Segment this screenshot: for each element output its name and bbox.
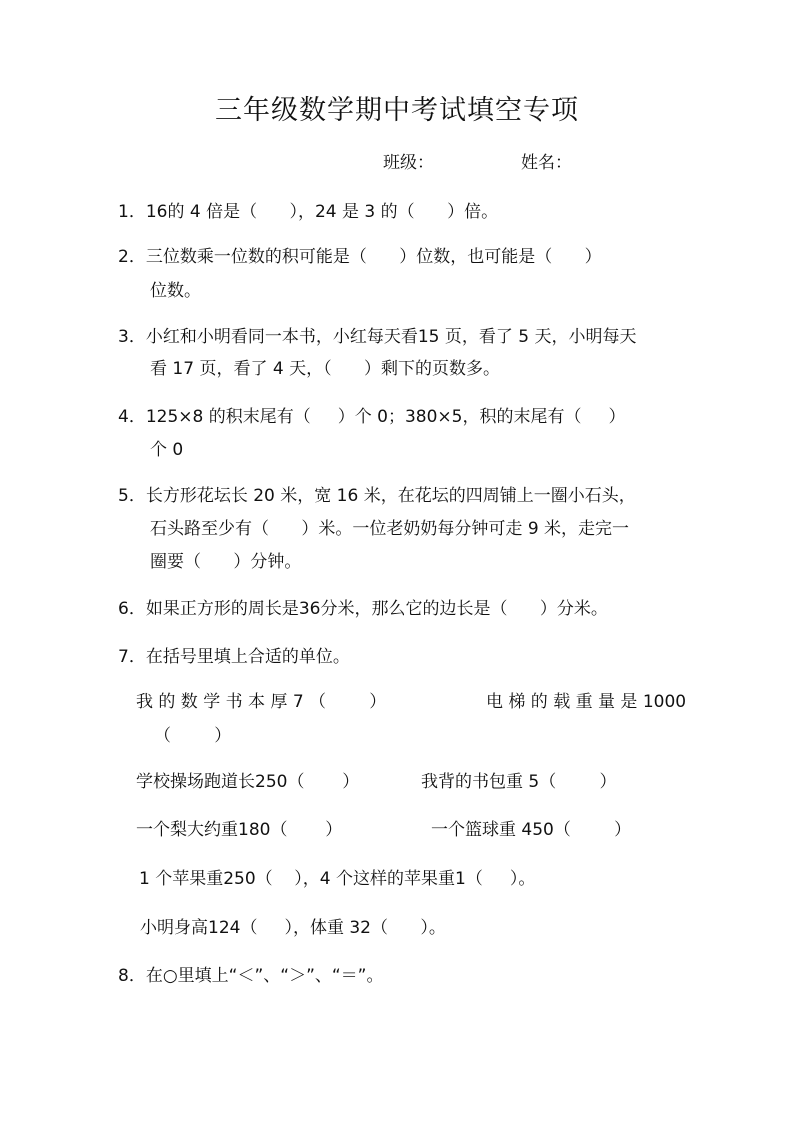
question-1: 1．16的 4 倍是（ ），24 是 3 的（ ）倍。: [118, 202, 499, 222]
question-7-item-pear: 一个梨大约重180（ ）: [136, 820, 343, 840]
question-3-line-2: 看 17 页，看了 4 天，（ ）剩下的页数多。: [150, 359, 500, 379]
question-5-line-1: 5．长方形花坛长 20 米，宽 16 米，在花坛的四周铺上一圈小石头，: [118, 486, 636, 506]
page-title: 三年级数学期中考试填空专项: [215, 95, 579, 126]
question-7-item-bag: 我背的书包重 5（ ）: [421, 772, 617, 792]
question-4-line-2: 个 0: [150, 440, 184, 460]
question-7-item-book: 我 的 数 学 书 本 厚 7 （ ）: [136, 692, 387, 712]
question-7: 7．在括号里填上合适的单位。: [118, 647, 350, 667]
class-label: 班级：: [383, 153, 434, 173]
question-3-line-1: 3．小红和小明看同一本书，小红每天看15 页，看了 5 天，小明每天: [118, 327, 637, 347]
question-7-item-elevator-unit: （ ）: [154, 726, 232, 746]
question-2-line-2: 位数。: [150, 281, 201, 301]
name-label: 姓名：: [521, 153, 572, 173]
question-4-line-1: 4．125×8 的积末尾有（ ）个 0；380×5，积的末尾有（ ）: [118, 407, 626, 427]
question-7-item-apple: 1 个苹果重250（ ），4 个这样的苹果重1（ ）。: [139, 869, 536, 889]
question-7-item-elevator: 电 梯 的 载 重 量 是 1000: [486, 692, 687, 712]
question-7-item-track: 学校操场跑道长250（ ）: [136, 772, 360, 792]
question-2-line-1: 2．三位数乘一位数的积可能是（ ）位数，也可能是（ ）: [118, 247, 602, 267]
question-5-line-3: 圈要（ ）分钟。: [150, 552, 302, 572]
question-6: 6．如果正方形的周长是36分米，那么它的边长是（ ）分米。: [118, 599, 608, 619]
question-8: 8．在○里填上“＜”、“＞”、“＝”。: [118, 966, 384, 986]
question-5-line-2: 石头路至少有（ ）米。一位老奶奶每分钟可走 9 米，走完一: [150, 519, 630, 539]
question-7-item-basketball: 一个篮球重 450（ ）: [431, 820, 632, 840]
question-7-item-height: 小明身高124（ ），体重 32（ ）。: [140, 918, 446, 938]
